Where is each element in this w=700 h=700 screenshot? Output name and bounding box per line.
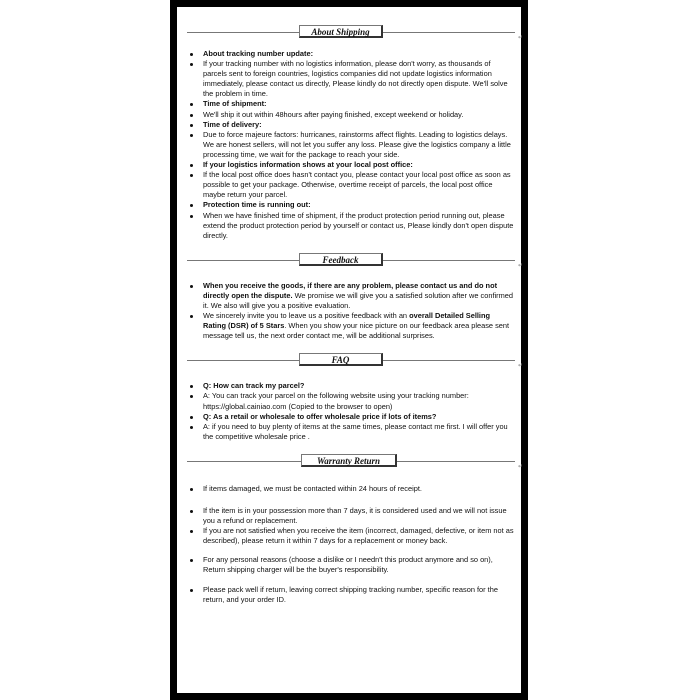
faq-section-header (187, 351, 523, 371)
paragraph-mark: ↵ (517, 363, 523, 370)
list-item: Please pack well if return, leaving correct shipping tracking number, specific reason for the return, and your order ID. (187, 585, 515, 605)
list-item: Protection time is running out: (187, 200, 515, 210)
list-item: A: if you need to buy plenty of items at the same times, please contact me first. I will offer you the competitive wholesale price . (187, 422, 515, 442)
document-page (177, 7, 521, 693)
shipping-title: About Shipping (299, 25, 383, 38)
list-item: If items damaged, we must be contacted within 24 hours of receipt. (187, 484, 515, 494)
warranty-title: Warranty Return (301, 454, 397, 467)
warranty-list (187, 484, 515, 605)
list-item: We'll ship it out within 48hours after paying finished, except weekend or holiday. (187, 110, 515, 120)
feedback-list (187, 281, 515, 342)
list-item (187, 281, 515, 311)
feedback-item1-bold: When you receive the goods, if there are any problem, please contact us and do not directly open the dispute. (203, 280, 498, 300)
list-item: When we have finished time of shipment, if the product protection period running out, please extend the product protection period by yourself or contact us, Please kindly don't open dispute directly. (187, 211, 515, 241)
paragraph-mark: ↵ (517, 262, 523, 269)
list-item (187, 311, 515, 341)
list-item: Time of shipment: (187, 99, 515, 109)
warranty-section-header (187, 452, 523, 472)
feedback-item1-rest: We promise we will give you a satisfied solution after we confirmed it. We also will give you a positive evaluation. (203, 290, 513, 310)
list-item: If your logistics information shows at your local post office: (187, 160, 515, 170)
list-item: For any personal reasons (choose a dislike or I needn't this product anymore and so on), Return shipping charger will be the buyer's responsibility. (187, 555, 515, 575)
list-item: Due to force majeure factors: hurricanes, rainstorms affect flights. Leading to logistics delays. We are honest sellers, will not let you suffer any loss. Please give the logistics company a little processing time, we wait for the package to reach your side. (187, 130, 515, 160)
feedback-item2-post: . When you show your nice picture on our feedback area please sent message tell us, the next order contact me, will be additional surprises. (203, 321, 510, 341)
black-frame (170, 0, 528, 700)
paragraph-mark: ↵ (517, 35, 523, 41)
list-item: About tracking number update: (187, 49, 515, 59)
list-item: Q: As a retail or wholesale to offer wholesale price if lots of items? (187, 412, 515, 422)
list-item: If you are not satisfied when you receive the item (incorrect, damaged, defective, or item not as described), please return it within 7 days for a replacement or money back. (187, 526, 515, 546)
paragraph-mark: ↵ (517, 463, 523, 470)
list-item: If your tracking number with no logistics information, please don't worry, as thousands of parcels sent to foreign countries, logistics companies did not update logistics information immediately, please contact us directly, Please kindly do not directly open dispute. We'll solve the problem in time. (187, 59, 515, 99)
list-item: If the item is in your possession more than 7 days, it is considered used and we will not issue you a refund or replacement. (187, 506, 515, 526)
faq-title: FAQ (299, 353, 383, 366)
feedback-item2-pre: We sincerely invite you to leave us a positive feedback with an (203, 311, 410, 321)
shipping-section-header (187, 23, 523, 43)
list-item: Q: How can track my parcel? (187, 381, 515, 391)
feedback-item2-bold: overall Detailed Selling Rating (DSR) of 5 Stars (203, 311, 491, 331)
feedback-title: Feedback (299, 253, 383, 266)
list-item: If the local post office does hasn't contact you, please contact your local post office as soon as possible to get your package. Otherwise, overtime receipt of parcels, the local post office maybe return your parcel. (187, 170, 515, 200)
list-item: A: You can track your parcel on the following website using your tracking number: https://global.cainiao.com (Copied to the browser to open) (187, 391, 515, 411)
faq-list (187, 381, 515, 442)
shipping-list (187, 49, 515, 241)
list-item: Time of delivery: (187, 120, 515, 130)
feedback-section-header (187, 251, 523, 271)
document-content (187, 23, 523, 605)
